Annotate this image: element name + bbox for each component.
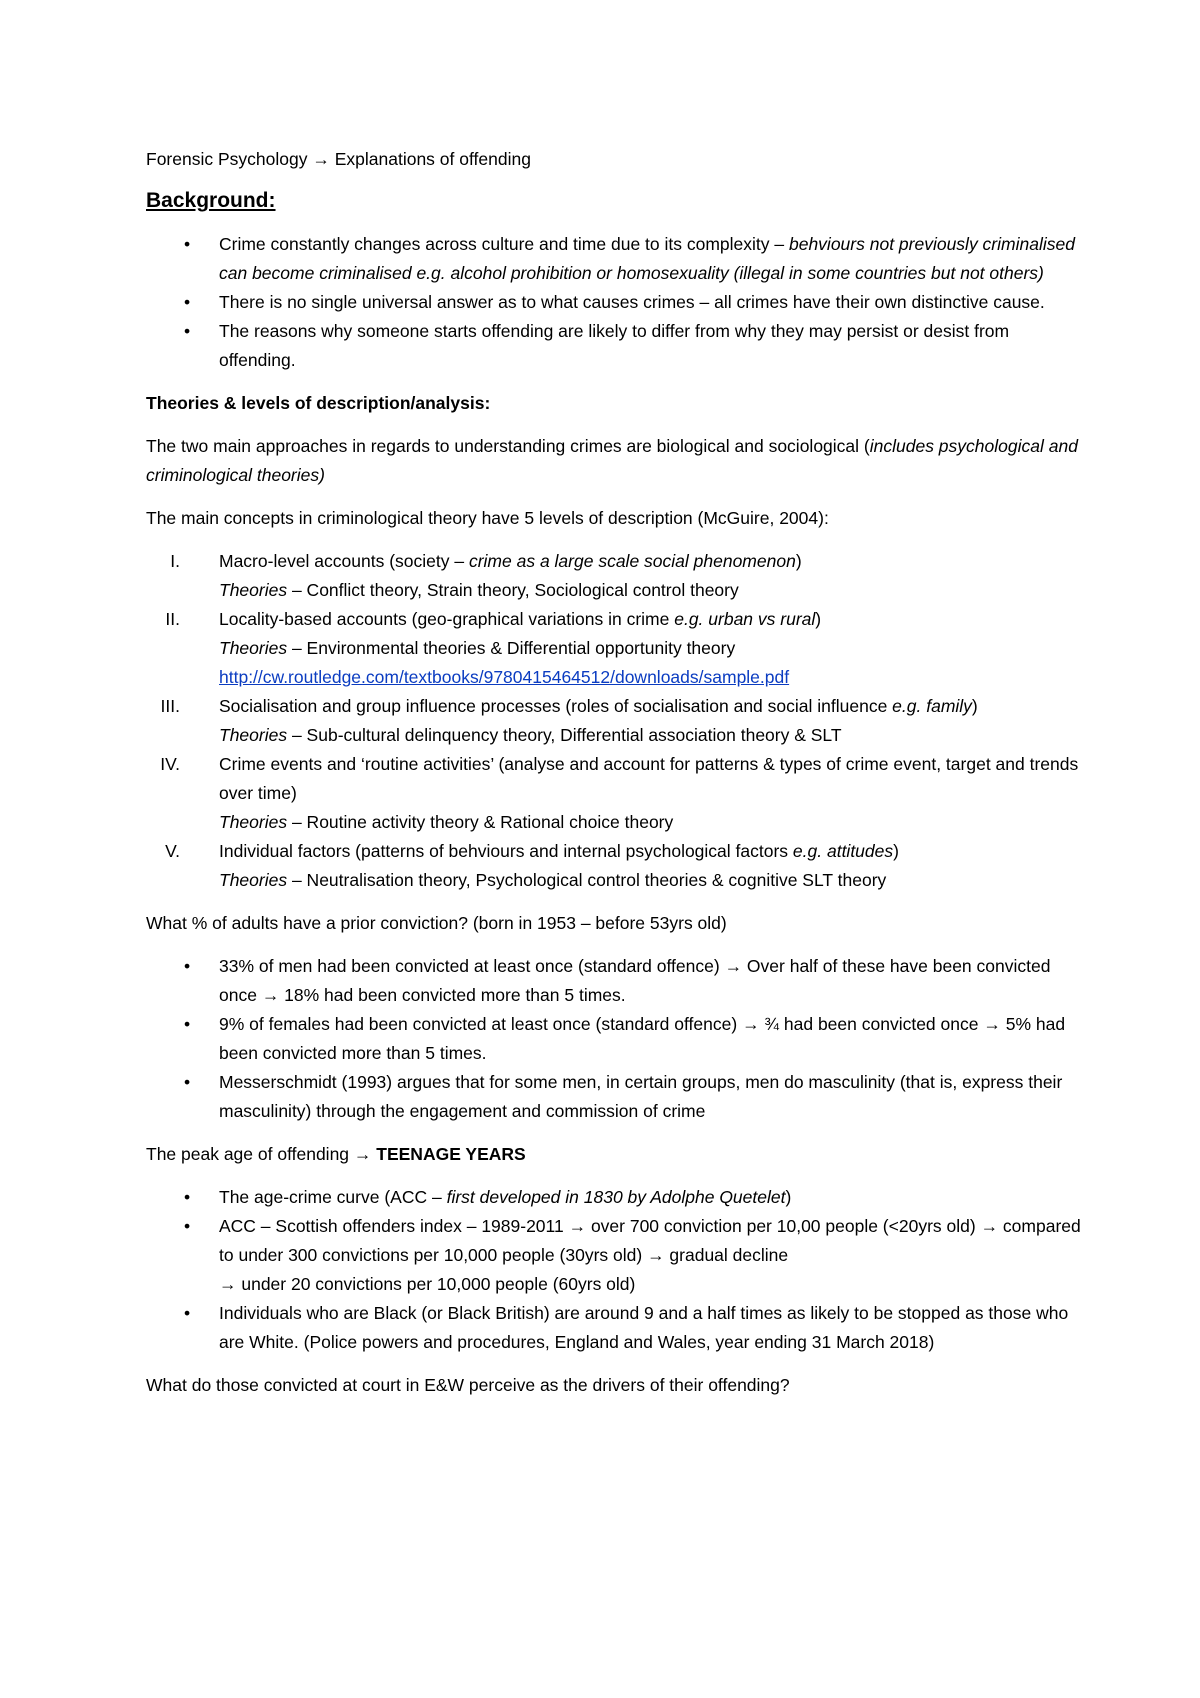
arrow-icon: → — [980, 1216, 999, 1236]
theories-intro: The two main approaches in regards to understanding crimes are biological and sociological (includes psychological and criminological theories) — [146, 436, 1078, 485]
level-item: V. Individual factors (patterns of behviours and internal psychological factors e.g. attitudes) Theories – Neutralisation theory, Psychological control theories & cognitive SLT theory — [146, 837, 1090, 895]
concepts-paragraph: The main concepts in criminological theory have 5 levels of description (McGuire, 2004): — [146, 508, 829, 528]
document-title: Forensic Psychology → Explanations of offending — [146, 149, 531, 169]
bullet-icon: • — [184, 292, 191, 312]
level-item: IV. Crime events and ‘routine activities’ (analyse and account for patterns & types of crime event, target and trends over time) Theories – Routine activity theory & Rational choice theory — [146, 750, 1090, 837]
level-item: II. Locality-based accounts (geo-graphical variations in crime e.g. urban vs rural) Theories – Environmental theories & Differential opportunity theory http://cw.routledge.com/textbooks/9780415464512/downloads/sample.pdf — [146, 605, 1090, 692]
bullet-icon: • — [184, 321, 191, 341]
bullet-icon: • — [184, 1187, 191, 1207]
arrow-icon: → — [312, 149, 330, 169]
bullet-icon: • — [184, 956, 191, 976]
background-heading: Background: — [146, 189, 276, 212]
convictions-list — [146, 952, 1090, 1126]
level-number: III. — [160, 696, 180, 716]
list-item: • The age-crime curve (ACC – first developed in 1830 by Adolphe Quetelet) — [146, 1183, 1090, 1212]
theories-heading: Theories & levels of description/analysis: — [146, 393, 491, 413]
bullet-icon: • — [184, 1303, 191, 1323]
arrow-icon: → — [219, 1274, 237, 1294]
bullet-icon: • — [184, 1014, 191, 1034]
level-number: II. — [165, 609, 180, 629]
arrow-icon: → — [353, 1144, 372, 1164]
peak-age-paragraph: The peak age of offending → TEENAGE YEARS — [146, 1144, 526, 1164]
list-item: • Messerschmidt (1993) argues that for some men, in certain groups, men do masculinity (that is, express their masculinity) through the engagement and commission of crime — [146, 1068, 1090, 1126]
bullet-icon: • — [184, 234, 191, 254]
arrow-icon: → — [983, 1014, 1001, 1034]
background-list — [146, 230, 1090, 375]
arrow-icon: → — [724, 956, 743, 976]
list-item: • 9% of females had been convicted at least once (standard offence) → ¾ had been convicted once → 5% had been convicted more than 5 times. — [146, 1010, 1090, 1068]
convictions-question: What % of adults have a prior conviction? (born in 1953 – before 53yrs old) — [146, 913, 727, 933]
level-item: I. Macro-level accounts (society – crime as a large scale social phenomenon) Theories – Conflict theory, Strain theory, Sociological control theory — [146, 547, 1090, 605]
level-number: IV. — [160, 754, 180, 774]
list-item: • Crime constantly changes across culture and time due to its complexity – behviours not previously criminalised can become criminalised e.g. alcohol prohibition or homosexuality (illegal in some countries but not others) — [146, 230, 1090, 288]
list-item: • Individuals who are Black (or Black British) are around 9 and a half times as likely to be stopped as those who are White. (Police powers and procedures, England and Wales, year ending 31 March 2018) — [146, 1299, 1090, 1357]
level-number: V. — [165, 841, 180, 861]
bullet-icon: • — [184, 1072, 191, 1092]
levels-list — [146, 547, 1090, 895]
bullet-icon: • — [184, 1216, 191, 1236]
arrow-icon: → — [742, 1014, 760, 1034]
list-item: • The reasons why someone starts offending are likely to differ from why they may persist or desist from offending. — [146, 317, 1090, 375]
list-item: • ACC – Scottish offenders index – 1989-2011 → over 700 conviction per 10,00 people (<20yrs old) → compared to under 300 convictions per 10,000 people (30yrs old) → gradual decline → under 20 convictions per 10,000 people (60yrs old) — [146, 1212, 1090, 1299]
arrow-icon: → — [568, 1216, 587, 1236]
level-item: III. Socialisation and group influence processes (roles of socialisation and social influence e.g. family) Theories – Sub-cultural delinquency theory, Differential association theory & SLT — [146, 692, 1090, 750]
arrow-icon: → — [647, 1245, 665, 1265]
level-number: I. — [170, 551, 180, 571]
final-question: What do those convicted at court in E&W perceive as the drivers of their offending? — [146, 1375, 790, 1395]
arrow-icon: → — [261, 985, 280, 1005]
peak-list — [146, 1183, 1090, 1357]
sample-pdf-link[interactable]: http://cw.routledge.com/textbooks/9780415464512/downloads/sample.pdf — [219, 667, 790, 687]
list-item: • 33% of men had been convicted at least once (standard offence) → Over half of these have been convicted once → 18% had been convicted more than 5 times. — [146, 952, 1090, 1010]
list-item: • There is no single universal answer as to what causes crimes – all crimes have their own distinctive cause. — [146, 288, 1090, 317]
